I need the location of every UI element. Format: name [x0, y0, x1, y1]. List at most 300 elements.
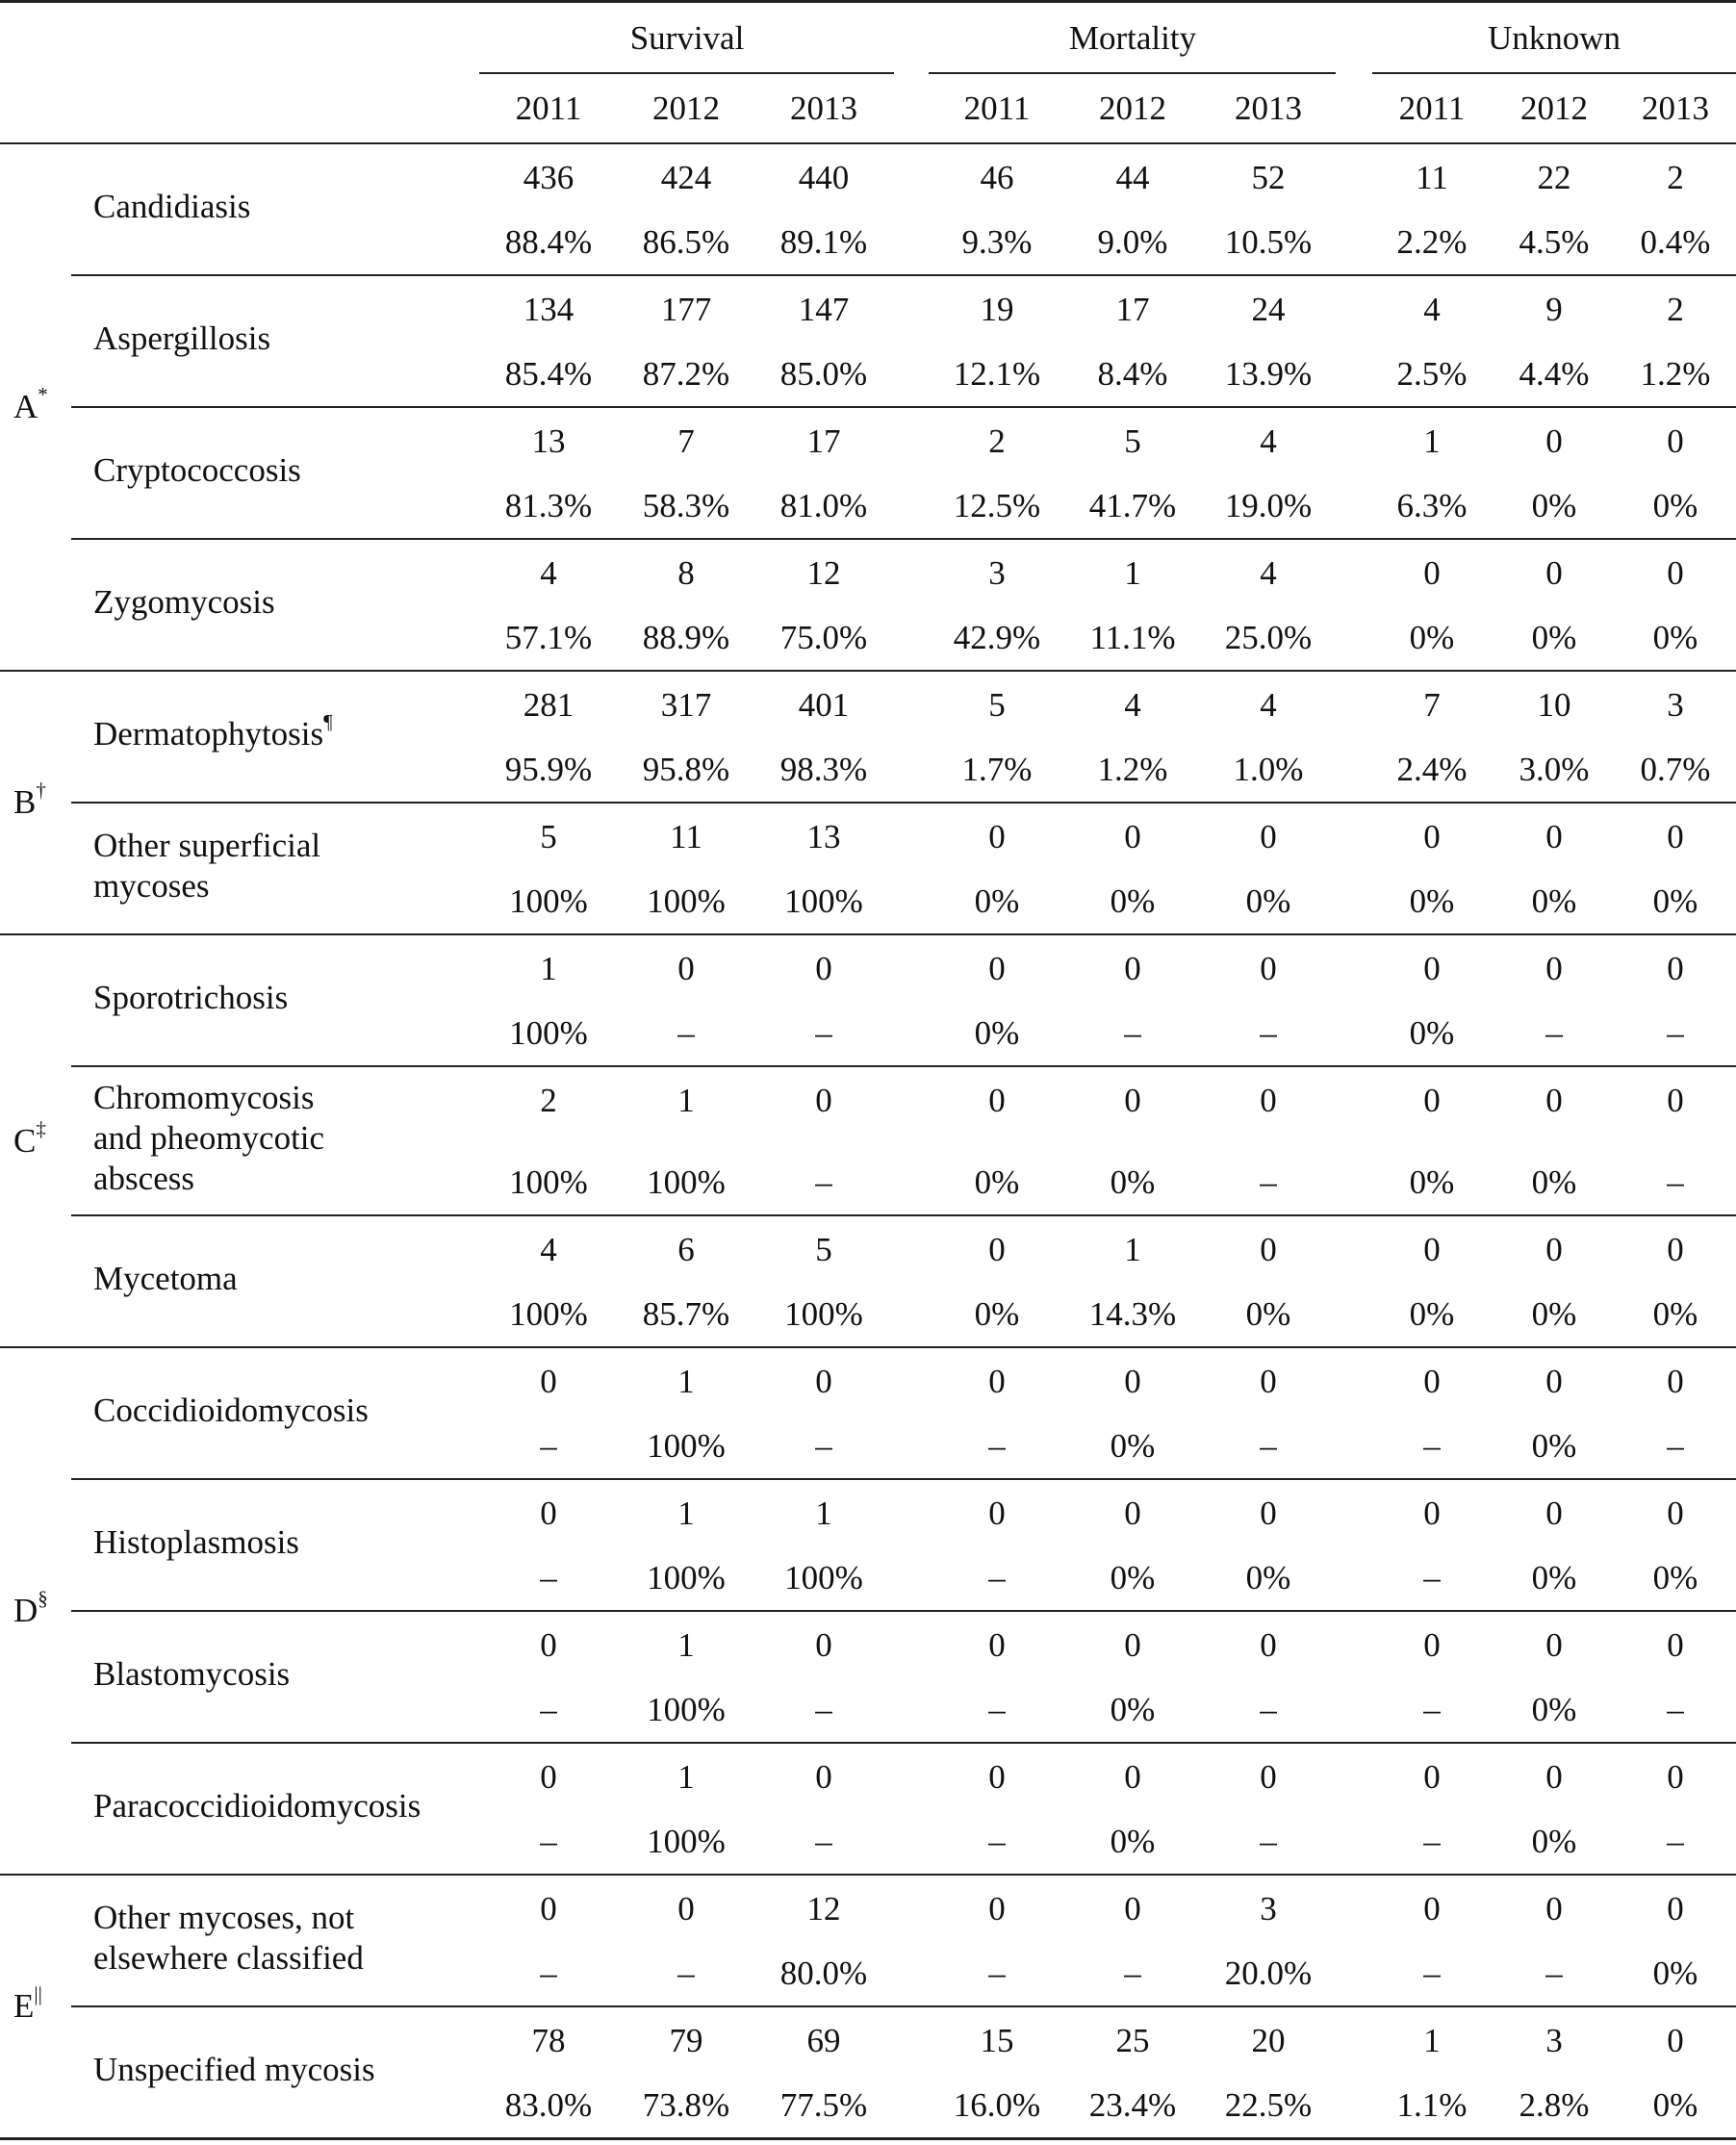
count-cell: 0	[1423, 554, 1441, 592]
percent-cell: –	[988, 1954, 1006, 1992]
year-header: 2011	[1398, 89, 1466, 127]
count-cell: 22	[1537, 159, 1571, 196]
percent-cell: 100%	[647, 1163, 726, 1201]
percent-cell: 58.3%	[642, 487, 730, 524]
percent-cell: 100%	[647, 1559, 726, 1596]
row-rule	[71, 802, 1736, 804]
count-cell: 1	[1423, 2022, 1441, 2059]
disease-name-text: and pheomycotic	[93, 1118, 325, 1157]
count-cell: 0	[1260, 950, 1277, 987]
percent-cell: –	[815, 1427, 832, 1465]
count-cell: 0	[1545, 1626, 1563, 1664]
count-cell: 0	[988, 818, 1006, 855]
count-cell: 0	[1260, 1363, 1277, 1400]
year-header: 2012	[1099, 89, 1166, 127]
percent-cell: 0%	[1531, 1823, 1577, 1860]
disease-name-text: Blastomycosis	[93, 1654, 291, 1693]
count-cell: 0	[988, 1363, 1006, 1400]
count-cell: 78	[531, 2022, 566, 2059]
percent-cell: 4.4%	[1519, 355, 1590, 393]
percent-cell: –	[1545, 1014, 1563, 1052]
count-cell: 0	[1667, 554, 1684, 592]
count-cell: 9	[1545, 291, 1563, 328]
section-letter: C	[13, 1121, 37, 1160]
section-rule	[0, 670, 1736, 672]
group-underline	[479, 72, 894, 74]
percent-cell: 86.5%	[642, 223, 730, 261]
count-cell: 0	[1667, 1626, 1684, 1664]
disease-name-line	[93, 1078, 324, 1118]
count-cell: 2	[1667, 159, 1684, 196]
percent-cell: –	[1260, 1427, 1277, 1465]
percent-cell: –	[1423, 1823, 1441, 1860]
disease-name-text: Other mycoses, not	[93, 1898, 355, 1936]
percent-cell: 0%	[1110, 882, 1156, 920]
count-cell: 0	[1423, 1082, 1441, 1119]
count-cell: 0	[1545, 1494, 1563, 1532]
section-letter: D	[13, 1592, 38, 1629]
percent-cell: 0%	[1245, 1559, 1291, 1596]
percent-cell: 1.0%	[1233, 751, 1304, 788]
count-cell: 0	[1423, 1890, 1441, 1928]
percent-cell: 100%	[509, 882, 588, 920]
percent-cell: 12.1%	[953, 355, 1041, 393]
row-rule	[71, 406, 1736, 408]
percent-cell: –	[540, 1954, 557, 1992]
percent-cell: –	[1423, 1559, 1441, 1596]
disease-name-text: Histoplasmosis	[93, 1522, 299, 1561]
percent-cell: 0%	[1409, 1163, 1455, 1201]
disease-name-line	[93, 450, 301, 491]
count-cell: 0	[540, 1890, 557, 1928]
count-cell: 7	[677, 422, 695, 460]
count-cell: 2	[540, 1082, 557, 1119]
count-cell: 0	[1124, 950, 1141, 987]
percent-cell: 0%	[1531, 619, 1577, 656]
count-cell: 0	[1260, 1082, 1277, 1119]
percent-cell: –	[988, 1559, 1006, 1596]
percent-cell: –	[677, 1954, 695, 1992]
percent-cell: 85.0%	[779, 355, 868, 393]
table-bottom-rule	[0, 2137, 1736, 2140]
count-cell: 0	[1667, 2022, 1684, 2059]
percent-cell: 100%	[647, 1427, 726, 1465]
count-cell: 20	[1251, 2022, 1286, 2059]
count-cell: 1	[815, 1494, 832, 1532]
percent-cell: –	[1667, 1691, 1684, 1728]
percent-cell: 0.7%	[1640, 751, 1711, 788]
footnote-mark: §	[38, 1587, 48, 1611]
percent-cell: 1.2%	[1640, 355, 1711, 393]
count-cell: 0	[1124, 1626, 1141, 1664]
disease-name-line	[93, 1786, 421, 1826]
disease-name-text: Aspergillosis	[93, 319, 271, 357]
percent-cell: 0%	[974, 1163, 1020, 1201]
count-cell: 15	[980, 2022, 1014, 2059]
row-rule	[71, 1610, 1736, 1612]
percent-cell: –	[1124, 1954, 1141, 1992]
disease-name-line	[93, 1522, 299, 1563]
percent-cell: 2.4%	[1396, 751, 1468, 788]
count-cell: 5	[1124, 422, 1141, 460]
disease-name	[93, 319, 270, 359]
disease-name-line	[93, 1391, 369, 1431]
percent-cell: 0%	[1409, 882, 1455, 920]
percent-cell: 9.3%	[961, 223, 1033, 261]
count-cell: 4	[1124, 686, 1141, 724]
disease-name-text: Other superficial	[93, 826, 321, 864]
count-cell: 0	[1423, 950, 1441, 987]
row-rule	[71, 1742, 1736, 1744]
percent-cell: 88.9%	[642, 619, 730, 656]
percent-cell: –	[1423, 1427, 1441, 1465]
disease-name-text: Coccidioidomycosis	[93, 1391, 369, 1429]
disease-name-text: Candidiasis	[93, 187, 251, 225]
count-cell: 0	[540, 1626, 557, 1664]
footnote-mark: ‡	[36, 1116, 46, 1140]
percent-cell: –	[1260, 1823, 1277, 1860]
percent-cell: –	[1260, 1163, 1277, 1201]
footnote-mark: †	[36, 779, 46, 803]
count-cell: 440	[798, 159, 850, 196]
count-cell: 0	[1423, 1231, 1441, 1268]
group-header: Mortality	[1068, 19, 1197, 57]
percent-cell: 0%	[1652, 1559, 1698, 1596]
count-cell: 0	[1545, 1082, 1563, 1119]
percent-cell: 0%	[1652, 882, 1698, 920]
percent-cell: 77.5%	[779, 2086, 868, 2124]
count-cell: 0	[1260, 1758, 1277, 1796]
percent-cell: –	[1260, 1014, 1277, 1052]
disease-name-text: mycoses	[93, 866, 210, 905]
percent-cell: 0%	[1531, 1559, 1577, 1596]
count-cell: 0	[1260, 1231, 1277, 1268]
count-cell: 0	[1124, 1363, 1141, 1400]
count-cell: 0	[988, 1082, 1006, 1119]
row-rule	[71, 1214, 1736, 1216]
percent-cell: –	[540, 1691, 557, 1728]
section-label	[13, 779, 46, 822]
count-cell: 0	[1545, 422, 1563, 460]
count-cell: 134	[523, 291, 574, 328]
percent-cell: 0%	[1531, 1163, 1577, 1201]
percent-cell: 4.5%	[1519, 223, 1590, 261]
disease-name-text: Paracoccidioidomycosis	[93, 1786, 421, 1825]
count-cell: 1	[1124, 1231, 1141, 1268]
count-cell: 1	[1423, 422, 1441, 460]
year-header: 2013	[790, 89, 857, 127]
count-cell: 4	[1260, 686, 1277, 724]
count-cell: 0	[1545, 554, 1563, 592]
count-cell: 0	[1423, 1626, 1441, 1664]
section-rule	[0, 1874, 1736, 1876]
percent-cell: 95.8%	[642, 751, 730, 788]
count-cell: 0	[1667, 950, 1684, 987]
disease-name-text: Chromomycosis	[93, 1078, 315, 1116]
percent-cell: 0%	[1110, 1427, 1156, 1465]
count-cell: 44	[1115, 159, 1150, 196]
percent-cell: 80.0%	[779, 1954, 868, 1992]
disease-name	[93, 1898, 364, 1979]
count-cell: 0	[988, 950, 1006, 987]
percent-cell: –	[540, 1427, 557, 1465]
section-rule	[0, 1346, 1736, 1348]
count-cell: 4	[1423, 291, 1441, 328]
percent-cell: 8.4%	[1097, 355, 1168, 393]
percent-cell: 100%	[784, 1295, 863, 1333]
count-cell: 0	[815, 1082, 832, 1119]
percent-cell: –	[1667, 1823, 1684, 1860]
count-cell: 1	[540, 950, 557, 987]
disease-name-line	[93, 319, 270, 359]
percent-cell: 73.8%	[642, 2086, 730, 2124]
group-underline	[1372, 72, 1736, 74]
disease-name-line	[93, 1654, 290, 1695]
disease-name	[93, 1522, 299, 1563]
percent-cell: 1.7%	[961, 751, 1033, 788]
percent-cell: –	[1423, 1691, 1441, 1728]
row-rule	[71, 274, 1736, 276]
percent-cell: 1.2%	[1097, 751, 1168, 788]
disease-name	[93, 582, 275, 623]
percent-cell: 0%	[1531, 487, 1577, 524]
count-cell: 12	[806, 1890, 841, 1928]
count-cell: 0	[1260, 1494, 1277, 1532]
percent-cell: 1.1%	[1396, 2086, 1468, 2124]
count-cell: 1	[677, 1363, 695, 1400]
percent-cell: 2.8%	[1519, 2086, 1590, 2124]
disease-name-line	[93, 187, 250, 227]
disease-name-line	[93, 1898, 364, 1938]
percent-cell: 0%	[1110, 1163, 1156, 1201]
count-cell: 3	[1545, 2022, 1563, 2059]
percent-cell: 88.4%	[504, 223, 593, 261]
count-cell: 13	[806, 818, 841, 855]
year-header: 2012	[652, 89, 720, 127]
count-cell: 0	[1667, 1231, 1684, 1268]
percent-cell: 23.4%	[1088, 2086, 1177, 2124]
disease-name-line	[93, 582, 275, 623]
count-cell: 0	[1667, 422, 1684, 460]
disease-name-text: Zygomycosis	[93, 582, 275, 621]
count-cell: 0	[815, 950, 832, 987]
group-underline	[929, 72, 1336, 74]
count-cell: 5	[815, 1231, 832, 1268]
percent-cell: 19.0%	[1224, 487, 1313, 524]
count-cell: 0	[1423, 818, 1441, 855]
disease-name-text: Unspecified mycosis	[93, 2050, 375, 2088]
percent-cell: 0%	[974, 1295, 1020, 1333]
count-cell: 0	[1667, 818, 1684, 855]
header-rule	[0, 142, 1736, 144]
percent-cell: 0%	[1652, 619, 1698, 656]
percent-cell: 100%	[647, 882, 726, 920]
percent-cell: 14.3%	[1088, 1295, 1177, 1333]
count-cell: 0	[1124, 1494, 1141, 1532]
percent-cell: 0%	[1245, 1295, 1291, 1333]
section-label	[13, 1587, 48, 1630]
disease-name-line	[93, 1938, 364, 1979]
count-cell: 1	[677, 1626, 695, 1664]
percent-cell: 0%	[1409, 619, 1455, 656]
percent-cell: –	[677, 1014, 695, 1052]
percent-cell: –	[815, 1163, 832, 1201]
percent-cell: 89.1%	[779, 223, 868, 261]
count-cell: 0	[988, 1626, 1006, 1664]
percent-cell: 0%	[974, 1014, 1020, 1052]
count-cell: 0	[1423, 1758, 1441, 1796]
group-header: Survival	[629, 19, 745, 57]
section-label	[13, 1116, 46, 1161]
count-cell: 7	[1423, 686, 1441, 724]
count-cell: 0	[1124, 1758, 1141, 1796]
count-cell: 0	[1667, 1890, 1684, 1928]
count-cell: 0	[1667, 1082, 1684, 1119]
row-rule	[71, 1478, 1736, 1480]
year-header: 2012	[1520, 89, 1588, 127]
disease-name	[93, 2050, 375, 2090]
count-cell: 0	[677, 950, 695, 987]
disease-name-text: Dermatophytosis	[93, 714, 324, 753]
percent-cell: –	[540, 1823, 557, 1860]
count-cell: 0	[1260, 1626, 1277, 1664]
count-cell: 52	[1251, 159, 1286, 196]
section-letter: E	[13, 1987, 35, 2025]
percent-cell: 0.4%	[1640, 223, 1711, 261]
count-cell: 24	[1251, 291, 1286, 328]
disease-name-line	[93, 978, 288, 1018]
disease-name-line	[93, 1159, 324, 1199]
count-cell: 17	[1115, 291, 1150, 328]
count-cell: 0	[1667, 1758, 1684, 1796]
disease-name-text: abscess	[93, 1159, 194, 1197]
count-cell: 147	[798, 291, 850, 328]
percent-cell: 22.5%	[1224, 2086, 1313, 2124]
disease-name	[93, 1786, 421, 1826]
disease-name	[93, 978, 288, 1018]
percent-cell: 0%	[1531, 1295, 1577, 1333]
percent-cell: –	[815, 1823, 832, 1860]
percent-cell: 0%	[1531, 1427, 1577, 1465]
count-cell: 0	[1124, 818, 1141, 855]
percent-cell: 85.7%	[642, 1295, 730, 1333]
count-cell: 5	[988, 686, 1006, 724]
percent-cell: –	[1260, 1691, 1277, 1728]
percent-cell: 0%	[1110, 1823, 1156, 1860]
count-cell: 11	[670, 818, 702, 855]
count-cell: 11	[1416, 159, 1448, 196]
section-letter: A	[13, 388, 38, 425]
disease-name-line	[93, 826, 320, 866]
row-rule	[71, 2005, 1736, 2007]
year-header: 2013	[1642, 89, 1709, 127]
percent-cell: 100%	[784, 1559, 863, 1596]
percent-cell: 0%	[1652, 487, 1698, 524]
count-cell: 1	[677, 1082, 695, 1119]
count-cell: 4	[540, 554, 557, 592]
percent-cell: 100%	[509, 1295, 588, 1333]
percent-cell: –	[540, 1559, 557, 1596]
count-cell: 0	[988, 1494, 1006, 1532]
count-cell: 0	[1260, 818, 1277, 855]
percent-cell: 42.9%	[953, 619, 1041, 656]
disease-name-line	[93, 866, 320, 907]
percent-cell: –	[1667, 1427, 1684, 1465]
count-cell: 0	[1423, 1494, 1441, 1532]
disease-name	[93, 1078, 324, 1199]
count-cell: 10	[1537, 686, 1571, 724]
disease-name-line	[93, 709, 333, 754]
percent-cell: 25.0%	[1224, 619, 1313, 656]
disease-name	[93, 1259, 238, 1299]
percent-cell: 9.0%	[1097, 223, 1168, 261]
count-cell: 3	[1667, 686, 1684, 724]
footnote-mark: ¶	[323, 709, 333, 733]
disease-name	[93, 826, 320, 907]
count-cell: 401	[798, 686, 850, 724]
count-cell: 25	[1115, 2022, 1150, 2059]
percent-cell: 0%	[1652, 1295, 1698, 1333]
count-cell: 12	[806, 554, 841, 592]
disease-name	[93, 1654, 290, 1695]
disease-name	[93, 1391, 369, 1431]
percent-cell: –	[988, 1691, 1006, 1728]
percent-cell: 11.1%	[1089, 619, 1176, 656]
count-cell: 4	[1260, 554, 1277, 592]
disease-name-text: Sporotrichosis	[93, 978, 289, 1016]
count-cell: 0	[1545, 1890, 1563, 1928]
section-label	[13, 1982, 42, 2026]
percent-cell: 83.0%	[504, 2086, 593, 2124]
percent-cell: 87.2%	[642, 355, 730, 393]
percent-cell: 13.9%	[1224, 355, 1313, 393]
percent-cell: 12.5%	[953, 487, 1041, 524]
percent-cell: 10.5%	[1224, 223, 1313, 261]
percent-cell: 100%	[647, 1691, 726, 1728]
percent-cell: 0%	[1409, 1014, 1455, 1052]
percent-cell: 2.2%	[1396, 223, 1468, 261]
count-cell: 2	[988, 422, 1006, 460]
count-cell: 46	[980, 159, 1014, 196]
percent-cell: 100%	[647, 1823, 726, 1860]
section-letter: B	[13, 783, 37, 821]
percent-cell: –	[988, 1823, 1006, 1860]
percent-cell: 98.3%	[779, 751, 868, 788]
group-header: Unknown	[1487, 19, 1621, 57]
count-cell: 177	[660, 291, 712, 328]
count-cell: 4	[540, 1231, 557, 1268]
count-cell: 8	[677, 554, 695, 592]
percent-cell: 0%	[1531, 1691, 1577, 1728]
count-cell: 424	[660, 159, 712, 196]
percent-cell: 0%	[1531, 882, 1577, 920]
disease-name-text: Mycetoma	[93, 1259, 238, 1297]
percent-cell: –	[815, 1691, 832, 1728]
count-cell: 0	[1667, 1494, 1684, 1532]
count-cell: 0	[988, 1890, 1006, 1928]
percent-cell: –	[1667, 1163, 1684, 1201]
count-cell: 3	[1260, 1890, 1277, 1928]
table-top-rule	[0, 0, 1736, 3]
year-header: 2013	[1235, 89, 1302, 127]
count-cell: 0	[540, 1494, 557, 1532]
percent-cell: 81.3%	[504, 487, 593, 524]
percent-cell: 20.0%	[1224, 1954, 1313, 1992]
count-cell: 0	[677, 1890, 695, 1928]
row-rule	[71, 538, 1736, 540]
count-cell: 3	[988, 554, 1006, 592]
count-cell: 436	[523, 159, 574, 196]
